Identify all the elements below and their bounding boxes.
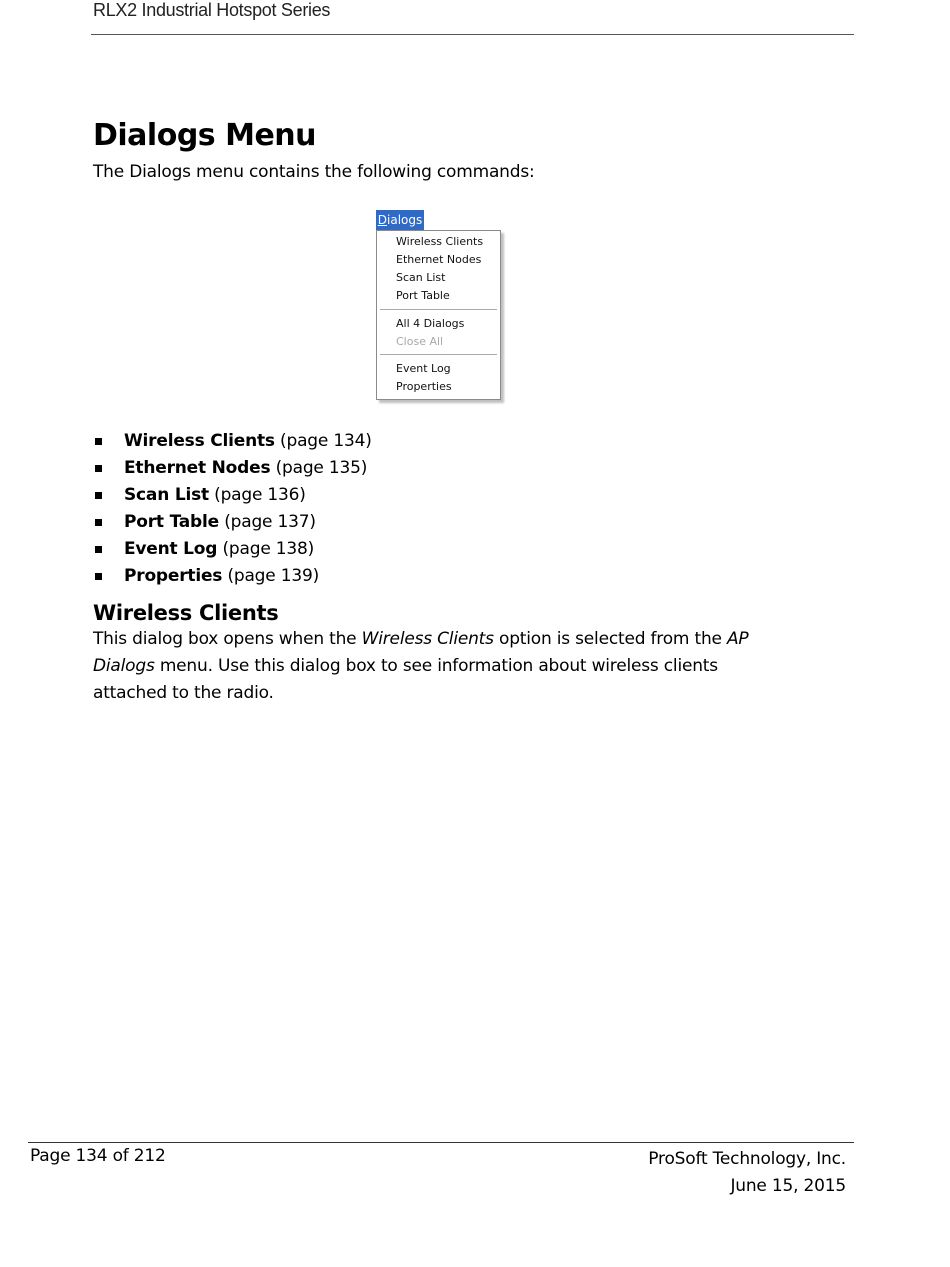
paragraph-emphasis: Wireless Clients bbox=[361, 629, 494, 649]
page-reference: (page 135) bbox=[275, 458, 368, 478]
paragraph-text: option is selected from the bbox=[493, 629, 727, 649]
bullet-square bbox=[95, 492, 102, 499]
header-rule bbox=[91, 34, 854, 35]
command-link[interactable]: Properties bbox=[124, 566, 223, 586]
list-item bbox=[93, 482, 372, 509]
footer-rule bbox=[28, 1142, 854, 1143]
menu-item-properties[interactable]: Properties bbox=[396, 380, 452, 393]
menu-item-all-dialogs[interactable]: All 4 Dialogs bbox=[396, 317, 465, 330]
command-link[interactable]: Ethernet Nodes bbox=[124, 458, 271, 478]
page-reference: (page 134) bbox=[280, 431, 372, 451]
paragraph-text: menu. Use this dialog box to see information about wireless clients attached to the radio. bbox=[93, 656, 718, 703]
menu-item-scan-list[interactable]: Scan List bbox=[396, 271, 446, 284]
page-number: Page 134 of 212 bbox=[30, 1146, 166, 1166]
page-reference: (page 136) bbox=[214, 485, 306, 505]
paragraph-text: This dialog box opens when the bbox=[93, 629, 362, 649]
page-reference: (page 137) bbox=[224, 512, 316, 532]
subsection-paragraph bbox=[93, 626, 793, 707]
bullet-square bbox=[95, 438, 102, 445]
section-intro: The Dialogs menu contains the following commands: bbox=[93, 162, 535, 182]
bullet-square bbox=[95, 465, 102, 472]
running-header: RLX2 Industrial Hotspot Series bbox=[93, 0, 331, 20]
section-title: Dialogs Menu bbox=[93, 118, 317, 153]
bullet-square bbox=[95, 573, 102, 580]
command-link[interactable]: Scan List bbox=[124, 485, 209, 505]
menu-item-event-log[interactable]: Event Log bbox=[396, 362, 451, 375]
command-link[interactable]: Event Log bbox=[124, 539, 218, 559]
list-item bbox=[93, 455, 372, 482]
dialogs-menu-dropdown bbox=[376, 230, 501, 400]
list-item bbox=[93, 563, 372, 590]
page-reference: (page 138) bbox=[222, 539, 315, 559]
menu-title-rest: ialogs bbox=[387, 213, 423, 227]
list-item bbox=[93, 428, 372, 455]
menu-item-port-table[interactable]: Port Table bbox=[396, 289, 450, 302]
menu-separator bbox=[380, 354, 497, 355]
menu-separator bbox=[380, 309, 497, 310]
bullet-square bbox=[95, 519, 102, 526]
command-link[interactable]: Wireless Clients bbox=[124, 431, 275, 451]
command-list bbox=[93, 428, 372, 590]
command-link[interactable]: Port Table bbox=[124, 512, 219, 532]
company-name: ProSoft Technology, Inc. bbox=[648, 1149, 846, 1169]
menu-item-wireless-clients[interactable]: Wireless Clients bbox=[396, 235, 484, 248]
footer-info bbox=[648, 1146, 846, 1200]
subsection-title: Wireless Clients bbox=[93, 601, 279, 625]
dialogs-menu-title[interactable] bbox=[376, 210, 424, 230]
publish-date: June 15, 2015 bbox=[730, 1176, 846, 1196]
page-reference: (page 139) bbox=[227, 566, 320, 586]
list-item bbox=[93, 509, 372, 536]
menu-accelerator: D bbox=[377, 213, 387, 227]
bullet-square bbox=[95, 546, 102, 553]
menu-item-close-all: Close All bbox=[396, 335, 444, 348]
list-item bbox=[93, 536, 372, 563]
menu-item-ethernet-nodes[interactable]: Ethernet Nodes bbox=[396, 253, 482, 266]
paragraph-emphasis: AP Dialogs bbox=[93, 629, 749, 676]
